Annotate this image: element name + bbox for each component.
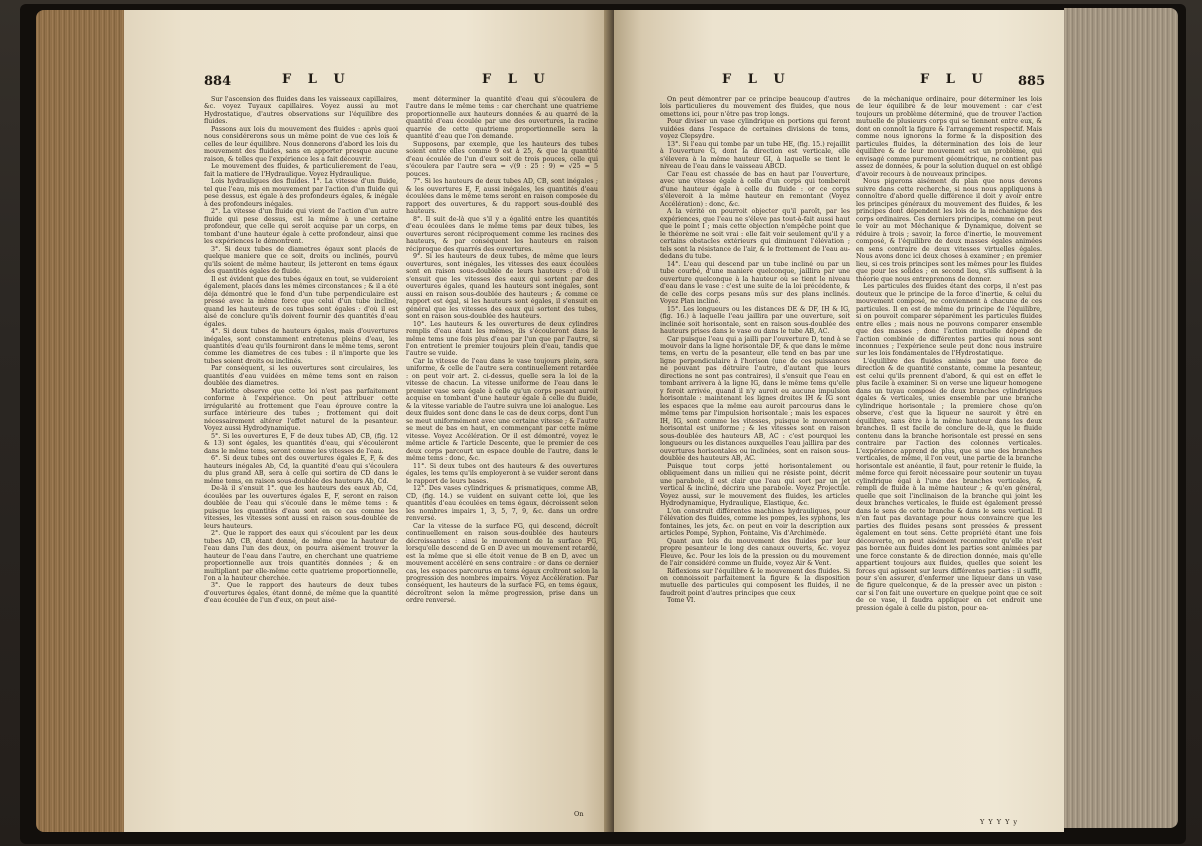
paragraph: Car la vitesse de l'eau dans le vase toujours plein, sera uniforme, & celle de l'autre sera continuellement retardée : on peut voir art. 2. ci-dessus, quelle sera la loi de la vitesse de chacun. La vitesse uniforme de l'eau dans le premier vase sera égale à celle qu'un corps pesant auroit acquise en tombant d'une hauteur égale à celle du fluide, & la vitesse variable de l'autre suivra une loi analogue. Les deux fluides sont donc dans le cas de deux corps, dont l'un se meut uniformément avec une certaine vitesse ; & l'autre se meut de bas en haut, en commençant par cette même vitesse. Voyez Accélération. Or il est démontré, voyez le même article & l'article Descente, que le premier de ces deux corps parcourt un espace double de l'autre, dans le même tems : donc, &c. (406, 357, 598, 463)
running-head-right-1: F L U (722, 72, 791, 87)
paragraph: 15°. Les longueurs ou les distances DE & DF, IH & IG, (fig. 16.) à laquelle l'eau jaillira par une ouverture, soit inclinée soit horisontale, sont en raison sous-doublée des hauteurs prises dans le vase ou dans le tube AB, AC. (660, 305, 850, 336)
paragraph: 8°. Il suit de-là que s'il y a égalité entre les quantités d'eau écoulées dans le même tems par deux tubes, les ouvertures seront réciproquement comme les racines des hauteurs, & par conséquent les hauteurs en raison réciproque des quarrés des ouvertures. (406, 215, 598, 253)
paragraph: 5°. Si les ouvertures E, F de deux tubes AD, CB, (fig. 12 & 13) sont égales, les quantités d'eau, qui s'écouleront dans le même tems, seront comme les vitesses de l'eau. (204, 432, 398, 455)
paragraph: Les particules des fluides étant des corps, il n'est pas douteux que le principe de la force d'inertie, & celui du mouvement composé, ne conviennent à chacune de ces particules. Il en est de même du principe de l'équilibre, si on pouvoit comparer séparément les particules fluides entre elles ; mais nous ne pouvons comparer ensemble que des masses ; donc l'action mutuelle dépend de l'action combinée de différentes parties qui nous sont inconnues ; l'expérience seule peut donc nous instruire sur les lois fondamentales de l'Hydrostatique. (856, 283, 1042, 358)
paragraph: 3°. Si deux tubes de diametres égaux sont placés de quelque maniere que ce soit, droits ou inclinés, pourvû qu'ils soient de même hauteur, ils jetteront en tems égaux des quantités égales de fluide. (204, 245, 398, 276)
paragraph: Mariotte observe que cette loi n'est pas parfaitement conforme à l'expérience. On peut attribuer cette irrégularité au frottement que l'eau éprouve contre la surface intérieure des tubes ; frottement qui doit nécessairement altérer l'effet naturel de la pesanteur. Voyez aussi Hydrodynamique. (204, 387, 398, 433)
paragraph: Car l'eau est chassée de bas en haut par l'ouverture, avec une vitesse égale à celle d'un corps qui tomberoit d'une hauteur égale à celle du fluide : or ce corps s'éleveroit à la même hauteur en remontant (Voyez Accélération) : donc, &c. (660, 170, 850, 208)
paragraph: Le mouvement des fluides, & particulierement de l'eau, fait la matiere de l'Hydraulique. Voyez Hydraulique. (204, 163, 398, 178)
paragraph: L'on construit différentes machines hydrauliques, pour l'élévation des fluides, comme les pompes, les syphons, les fontaines, les jets, &c. on peut en voir la description aux articles Pompe, Syphon, Fontaine, Vis d'Archimède. (660, 507, 850, 538)
running-head-right-2: F L U (920, 72, 989, 87)
paragraph: ment déterminer la quantité d'eau qui s'écoulera de l'autre dans le même tems : car cherchant une quatrieme proportionnelle aux hauteurs données & au quarré de la quantité d'eau écoulée par une des ouvertures, la racine quarrée de cette quatrieme proportionnelle sera la quantité d'eau que l'on demande. (406, 96, 598, 141)
paragraph: L'équilibre des fluides animés par une force de direction & de quantité constante, comme la pesanteur, est celui qu'ils prennent d'abord, & qui est en effet le plus facile à examiner. Si on verse une liqueur homogene dans un tuyau composé de deux branches cylindriques égales & verticales, unies ensemble par une branche cylindrique horisontale ; la premiere chose qu'on observe, c'est que la liqueur ne sauroit y être en équilibre, sans être à la même hauteur dans les deux branches. Il est facile de conclure de-là, que le fluide contenu dans la branche horisontale est pressé en sens contraire par l'action des colonnes verticales. L'expérience apprend de plus, que si une des branches verticales, de même, il l'on veut, une partie de la branche horisontale est anéantie, il faut, pour retenir le fluide, la même force qui feroit nécessaire pour soutenir un tuyau cylindrique égal à l'une des branches verticales, & rempli de fluide à la même hauteur ; & qu'en général, quelle que soit l'inclinaison de la branche qui joint les deux branches verticales, le fluide est également pressé dans le sens de cette branche & dans le sens vertical. Il n'en faut pas davantage pour nous convaincre que les parties des fluides pesans sont pressées & pressent également en tout sens. Cette propriété étant une fois découverte, on peut aisément reconnoître qu'elle n'est pas bornée aux fluides dont les parties sont animées par une force constante & de direction donnée, mais qu'elle appartient toujours aux fluides, quelles que soient les forces qui agissent sur leurs différentes parties : il suffit, pour s'en assurer, d'enfermer une liqueur dans un vase de figure quelconque, & de la presser avec un piston : car si l'on fait une ouverture en quelque point que ce soit de ce vase, il faudra appliquer en cet endroit une pression égale à celle du piston, pour ea- (856, 357, 1042, 612)
paragraph: 2°. Que le rapport des eaux qui s'écoulent par les deux tubes AD, CB, étant donné, de même que la hauteur de l'eau dans l'un des deux, on pourra aisément trouver la hauteur de l'eau dans l'autre, en cherchant une quatrieme proportionnelle aux trois quantités données ; & en multipliant par elle-même cette quatrieme proportionnelle, l'on a la hauteur cherchée. (204, 530, 398, 582)
paragraph: De-là il s'ensuit 1°. que les hauteurs des eaux Ab, Cd, écoulées par les ouvertures égales E, F, seront en raison doublée de l'eau qui s'écoule dans le même tems : & puisque les quantités d'eau sont en ce cas comme les vitesses, les vitesses sont aussi en raison sous-doublée de leurs hauteurs. (204, 485, 398, 530)
paragraph: Supposons, par exemple, que les hauteurs des tubes soient entre elles comme 9 est à 25, & que la quantité d'eau écoulée de l'un d'eux soit de trois pouces, celle qui s'écoulera par l'autre sera = √(9 : 25 : 9) = √25 = 5 pouces. (406, 140, 598, 178)
paragraph: 7°. Si les hauteurs de deux tubes AD, CB, sont inégales ; & les ouvertures E, F, aussi inégales, les quantités d'eau écoulées dans le même tems seront en raison composée du rapport des ouvertures, & du rapport sous-doublé des hauteurs. (406, 178, 598, 216)
paragraph: Puisque tout corps jetté horisontalement ou obliquement dans un milieu qui ne résiste point, décrit une parabole, il est clair que l'eau qui sort par un jet vertical & incliné, décrira une parabole. Voyez Projectile. Voyez aussi, sur le mouvement des fluides, les articles Hydrodynamique, Hydraulique, Elastique, &c. (660, 462, 850, 508)
right-page (614, 10, 1064, 832)
page-number-right: 885 (1018, 74, 1046, 89)
paragraph: 13°. Si l'eau qui tombe par un tube HE, (fig. 15.) rejaillit à l'ouverture G, dont la direction est verticale, elle s'élevera à la même hauteur GI, à laquelle se tient le niveau de l'eau dans le vaisseau ABCD. (660, 140, 850, 171)
paragraph: Par conséquent, si les ouvertures sont circulaires, les quantités d'eau vuidées en même tems sont en raison doublée des diametres. (204, 365, 398, 388)
paragraph: Sur l'ascension des fluides dans les vaisseaux capillaires, &c. voyez Tuyaux capillaires. Voyez aussi au mot Hydrostatique, d'autres observations sur l'équilibre des fluides. (204, 96, 398, 126)
paragraph: 2°. La vitesse d'un fluide qui vient de l'action d'un autre fluide qui pese dessus, est la même à une certaine profondeur, que celle qui seroit acquise par un corps, en tombant d'une hauteur égale à cette profondeur, ainsi que les expériences le démontrent. (204, 208, 398, 246)
page-number-left: 884 (204, 74, 232, 89)
paragraph: Il est évident que des tubes égaux en tout, se vuideroient également, placés dans les mêmes circonstances ; & il a été déja démontré que le fond d'un tube perpendiculaire est pressé avec la même force que celui d'un tube incliné, quand les hauteurs de ces tubes sont égales : d'où il est aisé de conclure qu'ils doivent fournir des quantités d'eau égales. (204, 275, 398, 328)
paragraph: 10°. Les hauteurs & les ouvertures de deux cylindres remplis d'eau étant les mêmes, ils s'écouleront dans le même tems une fois plus d'eau par l'un que par l'autre, si l'on entretient le premier toujours plein d'eau, tandis que l'autre se vuide. (406, 320, 598, 358)
paragraph: Tome VI. (667, 597, 696, 605)
paragraph: 12°. Des vases cylindriques & prismatiques, comme AB, CD, (fig. 14.) se vuident en suivant cette loi, que les quantités d'eau écoulées en tems égaux, décroissent selon les nombres impairs 1, 3, 5, 7, 9, &c. dans un ordre renversé. (406, 485, 598, 523)
paragraph: Quant aux lois du mouvement des fluides par leur propre pesanteur le long des canaux ouverts, &c. voyez Fleuve, &c. Pour les lois de la pression ou du mouvement de l'air considéré comme un fluide, voyez Air & Vent. (660, 537, 850, 568)
signature-mark: Y Y Y Y y (980, 818, 1019, 826)
paragraph: Pour diviser un vase cylindrique en portions qui feront vuidées dans l'espace de certaines divisions de tems, voyez Clepsydre. (660, 118, 850, 141)
right-page-column-1 (660, 96, 850, 808)
running-head-left-2: F L U (482, 72, 551, 87)
paragraph: On peut démontrer par ce principe beaucoup d'autres lois particulieres du mouvement des fluides, que nous omettons ici, pour n'être pas trop longs. (660, 96, 850, 118)
left-page (124, 10, 612, 832)
left-page-column-1 (204, 96, 398, 808)
paragraph: 9°. Si les hauteurs de deux tubes, de même que leurs ouvertures, sont inégales, les vitesses des eaux écoulées sont en raison sous-doublée de leurs hauteurs : d'où il s'ensuit que les vitesses des eaux qui sortent par des ouvertures égales, quand les hauteurs sont inégales, sont aussi en raison sous-doublée des hauteurs ; & comme ce rapport est égal, si les hauteurs sont égales, il s'ensuit en général que les vitesses des eaux qui sortent des tubes, sont en raison sous-doublée des hauteurs. (406, 253, 598, 321)
paragraph: 11°. Si deux tubes ont des hauteurs & des ouvertures égales, les tems qu'ils employeront à se vuider seront dans le rapport de leurs bases. (406, 462, 598, 485)
paragraph: Réflexions sur l'équilibre & le mouvement des fluides. Si on connoissoit parfaitement la figure & la disposition mutuelle des particules qui composent les fluides, il ne faudroit point d'autres principes que ceux (660, 567, 850, 597)
paragraph: 14°. L'eau qui descend par un tube incliné ou par un tube courbé, d'une maniere quelconque, jaillira par une ouverture quelconque à la hauteur où se tient le niveau d'eau dans le vase : c'est une suite de la loi précédente, & de celle des corps pesans mûs sur des plans inclinés. Voyez Plan incliné. (660, 260, 850, 306)
paragraph: Car la vitesse de la surface FG, qui descend, décroît continuellement en raison sous-doublée des hauteurs décroissantes : ainsi le mouvement de la surface FG, lorsqu'elle descend de G en D avec un mouvement retardé, est la même que si elle étoit venue de B en D, avec un mouvement accéléré en sens contraire : or dans ce dernier cas, les espaces parcourus en tems égaux croîtront selon la progression des nombres impairs. Voyez Accélération. Par conséquent, les hauteurs de la surface FG, en tems égaux, décroîtront selon la même progression, prise dans un ordre renversé. (406, 522, 598, 605)
paragraph: A la vérité on pourroit objecter qu'il paroît, par les expériences, que l'eau ne s'éleve pas tout-à-fait aussi haut que le point I ; mais cette objection n'empêche point que le théorème ne soit vrai : elle fait voir seulement qu'il y a certains obstacles extérieurs qui diminuent l'élévation ; tels sont la résistance de l'air, & le frottement de l'eau au-dedans du tube. (660, 208, 850, 261)
paragraph: Car puisque l'eau qui a jailli par l'ouverture D, tend à se mouvoir dans la ligne horisontale DF, & que dans le même tems, en vertu de la pesanteur, elle tend en bas par une ligne perpendiculaire à l'horison (une de ces puissances ne pouvant pas détruire l'autre, d'autant que leurs directions ne sont pas contraires), il s'ensuit que l'eau en tombant arrivera à la ligne IG, dans le même tems qu'elle y feroit arrivée, quand il n'y auroit eu aucune impulsion horisontale : maintenant les lignes droites IH & IG sont les espaces que la même eau auroit parcourus dans le même tems par l'impulsion horisontale ; mais les espaces IH, IG, sont comme les vitesses, puisque le mouvement horisontal est uniforme ; & les vitesses sont en raison sous-doublée des hauteurs AB, AC : c'est pourquoi les longueurs ou les distances auxquelles l'eau jaillira par des ouvertures horisontales ou inclinées, sont en raison sous-doublée des hauteurs AB, AC. (660, 335, 850, 463)
left-page-column-2 (406, 96, 598, 808)
catchword: On (574, 810, 584, 818)
paragraph: 4°. Si deux tubes de hauteurs égales, mais d'ouvertures inégales, sont constamment entretenus pleins d'eau, les quantités d'eau qu'ils fourniront dans le même tems, seront comme les diametres de ces tubes : il n'importe que les tubes soient droits ou inclinés. (204, 328, 398, 365)
paragraph: 3°. Que le rapport des hauteurs de deux tubes d'ouvertures égales, étant donné, de même que la quantité d'eau écoulée de l'un d'eux, on peut aisé- (204, 582, 398, 605)
running-head-left-1: F L U (282, 72, 351, 87)
paragraph: de la méchanique ordinaire, pour déterminer les lois de leur équilibre & de leur mouvement : car c'est toujours un problème déterminé, que de trouver l'action mutuelle de plusieurs corps qui se tiennent entre eux, & dont on connoît la figure & l'arrangement respectif. Mais comme nous ignorons la forme & la disposition des particules fluides, la détermination des lois de leur équilibre & de leur mouvement est un problème, qui envisagé comme purement géométrique, ne contient pas assez de données, & pour la solution duquel on est obligé d'avoir recours à de nouveaux principes. (856, 96, 1042, 178)
paragraph: Nous pigerons aisément du plan que nous devons suivre dans cette recherche, si nous nous appliquons à connoître d'abord quelle différence il doit y avoir entre les principes généraux du mouvement des fluides, & les principes dont dépendent les lois de la méchanique des corps ordinaires. Ces derniers principes, comme on peut le voir au mot Méchanique & Dynamique, doivent se réduire à trois ; savoir, la force d'inertie, le mouvement composé, & l'équilibre de deux masses égales animées en sens contraire de deux vitesses virtuelles égales. Nous avons donc ici deux choses à examiner ; en premier lieu, si ces trois principes sont les mêmes pour les fluides que pour les solides ; en second lieu, s'ils suffisent à la théorie que nous entreprenons de donner. (856, 178, 1042, 283)
right-page-stack (1064, 8, 1178, 828)
paragraph: 6°. Si deux tubes ont des ouvertures égales E, F, & des hauteurs inégales Ab, Cd, la quantité d'eau qui s'écoulera du plus grand AB, sera à celle qui sortira de CD dans le même tems, en raison sous-doublée des hauteurs Ab, Cd. (204, 455, 398, 485)
paragraph: Lois hydrauliques des fluides. 1°. La vitesse d'un fluide, tel que l'eau, mis en mouvement par l'action d'un fluide qui pese dessus, est égale à des profondeurs égales, & inégale à des profondeurs inégales. (204, 178, 398, 208)
right-page-column-2 (856, 96, 1042, 812)
paragraph: Passons aux lois du mouvement des fluides : après quoi nous considérerons sous un même point de vue ces lois & celles de leur équilibre. Nous donnerons d'abord les lois du mouvement des fluides, sans en apporter presque aucune raison, & telles que l'expérience les a fait découvrir. (204, 125, 398, 163)
